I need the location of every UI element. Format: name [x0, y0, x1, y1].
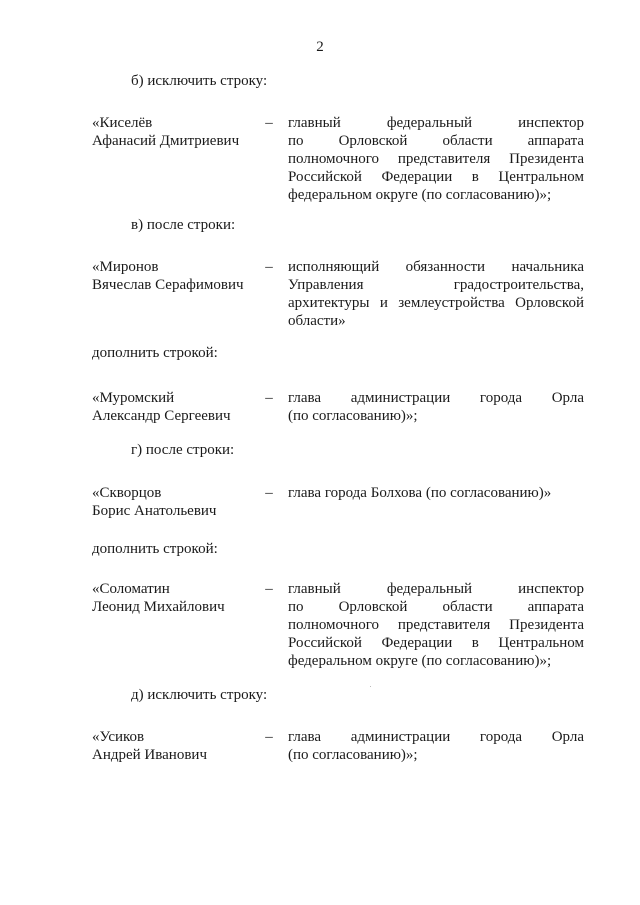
name-line: «Муромский: [92, 390, 175, 406]
position-line: по Орловской области аппарата: [288, 599, 584, 615]
entry-position: [288, 580, 584, 670]
clause-d-heading: д) исключить строку:: [131, 687, 268, 703]
position-line: исполняющий обязанности начальника: [288, 259, 584, 275]
page-number: 2: [316, 39, 324, 55]
position-line: Российской Федерации в Центральном: [288, 169, 584, 185]
name-line: «Скворцов: [92, 485, 162, 501]
entry-dash: –: [265, 115, 273, 131]
position-line: по Орловской области аппарата: [288, 133, 584, 149]
add-line-heading: дополнить строкой:: [92, 541, 218, 557]
entry-person-name: [92, 580, 262, 616]
entry-position: [288, 389, 584, 425]
position-line: области»: [288, 313, 346, 329]
entry-person-name: [92, 389, 262, 425]
entry-person-name: [92, 114, 262, 150]
position-line: глава администрации города Орла: [288, 729, 584, 745]
name-line: «Соломатин: [92, 581, 170, 597]
position-line: полномочного представителя Президента: [288, 151, 584, 167]
name-line: «Миронов: [92, 259, 159, 275]
clause-b-heading: б) исключить строку:: [131, 73, 268, 89]
position-line: главный федеральный инспектор: [288, 581, 584, 597]
entry-position: [288, 258, 584, 330]
position-line: полномочного представителя Президента: [288, 617, 584, 633]
entry-position: [288, 114, 584, 204]
add-line-heading: дополнить строкой:: [92, 345, 218, 361]
name-line: Вячеслав Серафимович: [92, 277, 244, 293]
name-line: Борис Анатольевич: [92, 503, 217, 519]
position-line: федеральном округе (по согласованию)»;: [288, 187, 552, 203]
position-line: главный федеральный инспектор: [288, 115, 584, 131]
name-line: Александр Сергеевич: [92, 408, 231, 424]
position-line: (по согласованию)»;: [288, 408, 418, 424]
clause-g-heading: г) после строки:: [131, 442, 235, 458]
position-line: глава города Болхова (по согласованию)»: [288, 485, 552, 501]
entry-dash: –: [265, 581, 273, 597]
entry-dash: –: [265, 729, 273, 745]
position-line: Управления градостроительства,: [288, 277, 584, 293]
name-line: Андрей Иванович: [92, 747, 207, 763]
entry-person-name: [92, 258, 262, 294]
entry-person-name: [92, 728, 262, 764]
position-line: (по согласованию)»;: [288, 747, 418, 763]
entry-position: [288, 484, 584, 502]
position-line: Российской Федерации в Центральном: [288, 635, 584, 651]
name-line: «Киселёв: [92, 115, 153, 131]
position-line: глава администрации города Орла: [288, 390, 584, 406]
entry-dash: –: [265, 485, 273, 501]
name-line: Афанасий Дмитриевич: [92, 133, 240, 149]
entry-position: [288, 728, 584, 764]
name-line: Леонид Михайлович: [92, 599, 225, 615]
position-line: федеральном округе (по согласованию)»;: [288, 653, 552, 669]
name-line: «Усиков: [92, 729, 145, 745]
entry-person-name: [92, 484, 262, 520]
scan-speck: [370, 686, 371, 687]
entry-dash: –: [265, 259, 273, 275]
clause-v-heading: в) после строки:: [131, 217, 236, 233]
entry-dash: –: [265, 390, 273, 406]
position-line: архитектуры и землеустройства Орловской: [288, 295, 584, 311]
